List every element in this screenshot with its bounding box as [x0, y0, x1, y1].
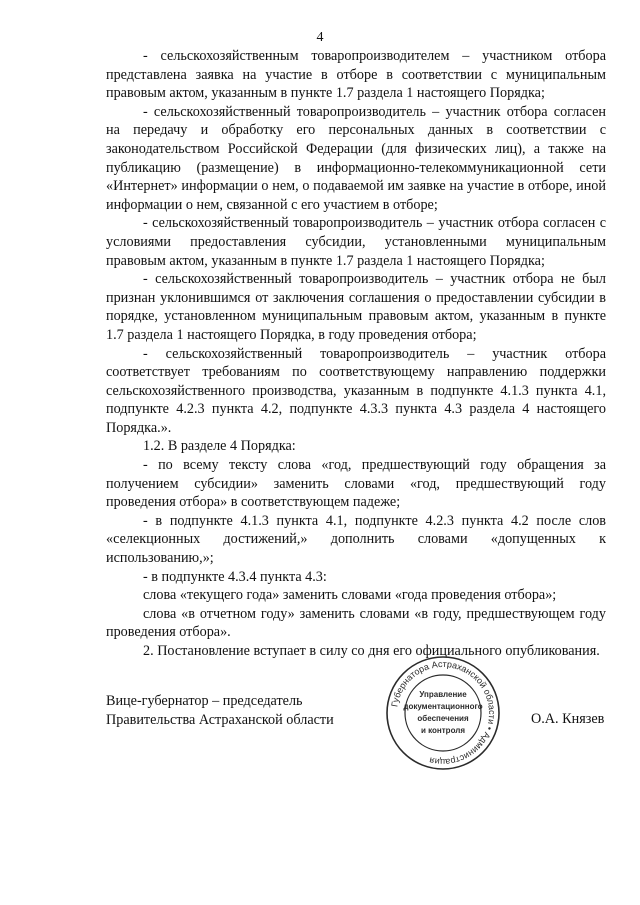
page-number: 4	[316, 30, 324, 45]
stamp-center-line: и контроля	[421, 726, 465, 735]
paragraph: 1.2. В разделе 4 Порядка:	[143, 438, 296, 455]
stamp-center-line: Управление	[419, 690, 467, 699]
stamp-outer-ring	[387, 657, 499, 769]
paragraph: - в подпункте 4.3.4 пункта 4.3:	[143, 568, 327, 585]
paragraph: - в подпункте 4.1.3 пункта 4.1, подпункте 4.2.3 пункта 4.2 после слов «селекционных достижений,» дополнить словами «допущенных к использованию,»;	[106, 512, 606, 567]
stamp-center-line: документационного	[403, 702, 483, 711]
paragraph: - сельскохозяйственный товаропроизводитель – участник отбора соответствует требованиям по соответствующему направлению поддержки сельскохозяйственного производства, указанным в подпункте 4.1.3 пункта 4.1, подпункте 4.2.3 пункта 4.2, подпункте 4.3.3 пункта 4.3 раздела 4 настоящего Порядка.».	[106, 345, 606, 436]
signatory-position	[106, 692, 334, 730]
signatory-position-line: Правительства Астраханской области	[106, 712, 334, 728]
paragraph: - по всему тексту слова «год, предшествующий году обращения за получением субсидии» заменить словами «год, предшествующий году проведения отбора» в соответствующем падеже;	[106, 457, 606, 511]
signatory-position-line: Вице-губернатор – председатель	[106, 693, 303, 709]
paragraph: - сельскохозяйственный товаропроизводитель – участник отбора не был признан уклонившимся от заключения соглашения о предоставлении субсидии в порядке, установленном муниципальным правовым актом, указанным в пункте 1.7 раздела 1 настоящего Порядка, в году проведения отбора;	[106, 271, 606, 343]
stamp-inner-ring	[405, 675, 481, 751]
paragraph: слова «текущего года» заменить словами «года проведения отбора»;	[143, 587, 557, 604]
signatory-name: О.А. Князев	[531, 711, 605, 727]
paragraph: - сельскохозяйственный товаропроизводитель – участник отбора согласен на передачу и обработку его персональных данных в соответствии с законодательством Российской Федерации (для физических лиц), а также на публикацию (размещение) в информационно-телекоммуникационной сети «Интернет» информации о нем, о подаваемой им заявке на участие в отборе, иной информации о нем, связанной с его участием в отборе;	[106, 103, 606, 213]
paragraph: слова «в отчетном году» заменить словами «в году, предшествующем году проведения отбора».	[106, 605, 606, 641]
official-stamp	[383, 653, 503, 773]
paragraph: - сельскохозяйственным товаропроизводителем – участником отбора представлена заявка на участие в отборе в соответствии с муниципальным правовым актом, указанным в пункте 1.7 раздела 1 настоящего Порядка;	[106, 48, 606, 102]
stamp-center-line: обеспечения	[417, 714, 469, 723]
paragraph: - сельскохозяйственный товаропроизводитель – участник отбора согласен с условиями предоставления субсидии, установленными муниципальным правовым актом, указанным в пункте 1.7 раздела 1 настоящего Порядка;	[106, 215, 606, 269]
document-body	[106, 47, 606, 661]
stamp-ring-text: Губернатора Астраханской области • Администрация	[389, 658, 498, 768]
paragraph: 2. Постановление вступает в силу со дня его официального опубликования.	[143, 643, 600, 659]
